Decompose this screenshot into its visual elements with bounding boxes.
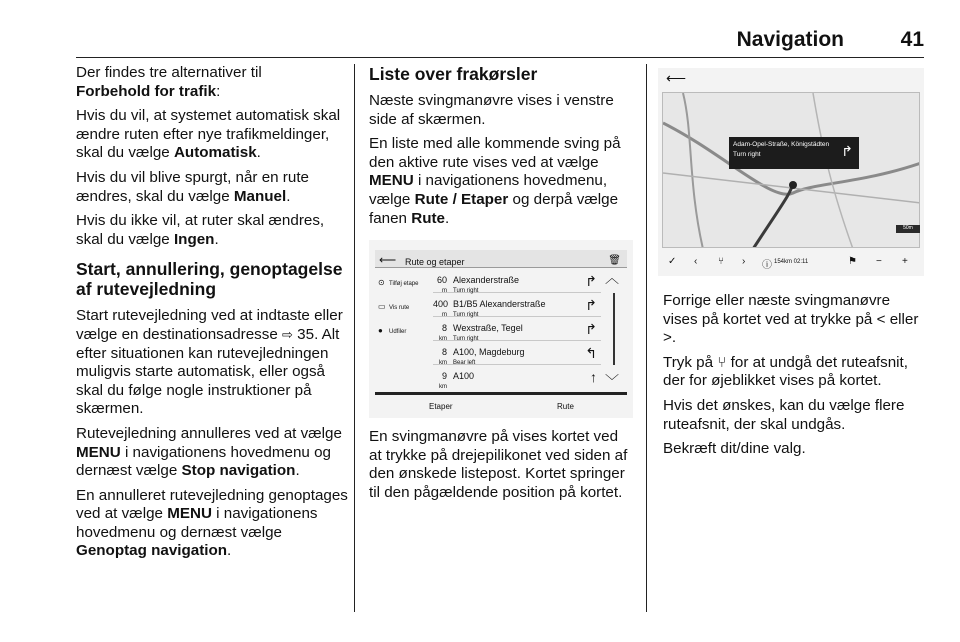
paragraph: Hvis det ønskes, kan du vælge flere ruteafsnit, der skal undgås. [663,396,905,433]
column-1 [76,64,348,567]
route-list-scrollbar[interactable] [601,269,627,392]
previous-chevron-icon[interactable]: ‹ [694,256,698,267]
paragraph: Hvis du vil, at systemet automatisk skal ændre ruten efter nye trafikmeldinger, skal du vælge Automatisk. [76,107,341,162]
column-3 [663,292,925,465]
straight-arrow-icon[interactable]: ↑ [590,369,597,386]
greater-than-icon: > [663,329,672,347]
paragraph: En svingmanøvre på vises kortet ved at trykke på drejepilikonet ved siden af den ønskede listepost. Kortet springer til den pågældende position på kortet. [369,428,628,501]
tab-stages[interactable]: Etaper [429,402,453,412]
section-title: Navigation [736,28,844,51]
paragraph: Næste svingmanøvre vises i venstre side af skærmen. [369,92,614,128]
route-line [753,183,793,248]
road [813,93,853,248]
map-figure [658,68,924,276]
road [683,93,703,248]
table-row[interactable]: 60 m Alexanderstraße Turn right ↱ [433,269,601,293]
tab-route[interactable]: Rute [557,402,574,412]
route-list-figure [369,240,633,418]
bear-left-arrow-icon[interactable]: ↰ [585,345,597,362]
drop-icon: ● [378,326,383,336]
cross-reference-icon: ⇨ [282,326,293,342]
route-list-sidebar [375,269,433,392]
route-distance-time: 154km 02:11 [774,259,809,265]
table-row[interactable]: 400 m B1/B5 Alexanderstraße Turn right ↱ [433,293,601,317]
route-list-rows [433,269,601,389]
back-arrow-icon[interactable]: ⟵ [379,253,397,268]
target-icon: ⊙ [378,278,385,288]
less-than-icon: < [876,310,886,328]
map-roads [663,93,920,248]
route-list-titlebar [375,250,627,268]
sidebar-item-add-stage[interactable]: ⊙ Tilføj etape [375,271,433,291]
paragraph: Rutevejledning annulleres ved at vælge MENU i navigationens hovedmenu og dernæst vælge Stop navigation. [76,424,342,480]
header-rule [76,57,924,58]
paragraph: Start rutevejledning ved at indtaste eller vælge en destinationsadresse ⇨ 35. Alt efter situationen kan rutevejledningen muligvis starte automatisk, eller også skal du følge nogle instruktioner på skærmen. [76,307,343,418]
turn-arrow-icon[interactable]: ↱ [585,321,597,338]
back-arrow-icon[interactable]: ⟵ [666,70,687,86]
next-chevron-icon[interactable]: › [742,256,746,267]
table-row[interactable]: 8 km Wexstraße, Tegel Turn right ↱ [433,317,601,341]
route-list-tabs [375,392,627,410]
position-marker [789,181,797,189]
paragraph: En annulleret rutevejledning genoptages ved at vælge MENU i navigationens hovedmenu og dernæst vælge Genoptag navigation. [76,486,348,560]
paragraph: Tryk på ⑂ for at undgå det ruteafsnit, der for øjeblikket vises på kortet. [663,353,908,390]
turn-arrow-icon[interactable]: ↱ [585,273,597,290]
column-divider-2 [646,64,647,612]
map-view[interactable] [662,92,920,248]
paragraph: Hvis du ikke vil, at ruter skal ændres, skal du vælge Ingen. [76,212,325,248]
paragraph: Hvis du vil blive spurgt, når en rute ændres, skal du vælge Manuel. [76,168,309,205]
map-toolbar [662,256,920,272]
turn-right-arrow-icon: ↱ [841,143,853,159]
chevron-down-icon[interactable]: ﹀ [605,372,619,389]
map-icon: ▭ [378,302,386,312]
column-2 [369,64,633,509]
paragraph: Forrige eller næste svingmanøvre vises på kortet ved at trykke på < eller >. [663,292,919,347]
table-row[interactable]: 9 km A100 ↑ [439,369,597,391]
page-number: 41 [900,28,924,51]
route-list-title: Rute og etaper [405,257,465,268]
trash-icon[interactable]: 🗑 [608,255,621,267]
paragraph: En liste med alle kommende sving på den aktive rute vises ved at vælge MENU i navigationens hovedmenu, vælge Rute / Etaper og derpå vælge fanen Rute. [369,135,621,227]
page-header [76,28,924,58]
info-icon[interactable]: ⓘ [762,260,772,271]
confirm-check-icon[interactable]: ✓ [668,256,677,267]
map-scale: 50m [896,225,920,233]
sidebar-item-filter[interactable]: ● Udfiler [375,319,433,339]
paragraph: Bekræft dit/dine valg. [663,440,806,458]
turn-arrow-icon[interactable]: ↱ [585,297,597,314]
next-turn-panel[interactable]: Adam-Opel-Straße, Königstädten Turn right ↱ [729,137,859,169]
chevron-up-icon[interactable]: ︿ [605,270,619,287]
sidebar-item-show-route[interactable]: ▭ Vis rute [375,295,433,315]
avoid-segment-icon: ⑂ [717,353,727,371]
table-row[interactable]: 8 km A100, Magdeburg Bear left ↰ [433,341,601,365]
flag-icon[interactable]: ⚑ [848,256,857,267]
zoom-in-icon[interactable]: + [902,256,908,267]
section-heading: Liste over frakørsler [369,64,538,84]
scroll-track[interactable] [613,293,615,365]
zoom-out-icon[interactable]: − [876,256,882,267]
section-heading: Start, annullering, genoptagelse af rutevejledning [76,259,343,300]
avoid-segment-icon[interactable]: ⑂ [718,256,724,267]
column-divider-1 [354,64,355,612]
paragraph: Der findes tre alternativer til Forbehold for trafik: [76,64,262,100]
